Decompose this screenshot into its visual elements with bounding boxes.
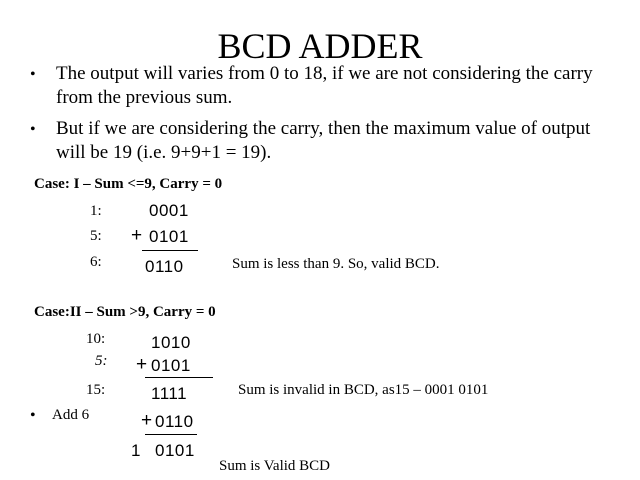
case-1-binary-3: 0110 [145,257,184,276]
result-note: Sum is Valid BCD [219,458,330,474]
case-1-label-2: 5: [90,228,102,244]
case-2-heading: Case:II – Sum >9, Carry = 0 [34,304,216,320]
slide-title: BCD ADDER [217,26,423,66]
case-1-binary-2: 0101 [149,227,189,246]
case-1-heading: Case: I – Sum <=9, Carry = 0 [34,176,223,192]
bullet-text-1: The output will varies from 0 to 18, if we are not considering the carry from the previous sum. [56,63,593,108]
bullet-marker-2: • [30,121,36,138]
case-1-label-3: 6: [90,254,102,270]
case-1-sum-line [142,250,198,251]
add-six-plus-sign: + [141,410,153,431]
case-2-binary-3: 1111 [151,384,188,403]
case-1-binary-1: 0001 [149,201,189,220]
case-1-plus-sign: + [131,225,143,246]
add-six-binary: 0110 [155,412,194,431]
bullet-marker-3: • [30,407,36,424]
case-2-label-3: 15: [86,382,106,398]
case-2-note: Sum is invalid in BCD, as15 – 0001 0101 [238,382,489,398]
bullet-text-2: But if we are considering the carry, then the maximum value of output will be 19 (i.e. 9+9+1 = 19). [56,118,591,163]
case-2-binary-1: 1010 [151,333,191,352]
case-2-sum-line [145,377,213,378]
add-six-label: Add 6 [52,407,90,423]
case-1-label-1: 1: [90,203,102,219]
case-2-plus-sign: + [136,354,148,375]
result-binary: 0101 [155,441,195,460]
case-2-label-1: 10: [86,331,106,347]
case-2-label-2: 5: [95,353,108,369]
case-2-binary-2: 0101 [151,356,191,375]
result-carry: 1 [131,441,141,460]
case-1-note: Sum is less than 9. So, valid BCD. [232,256,440,272]
bullet-marker-1: • [30,66,36,83]
add-six-sum-line [145,434,197,435]
